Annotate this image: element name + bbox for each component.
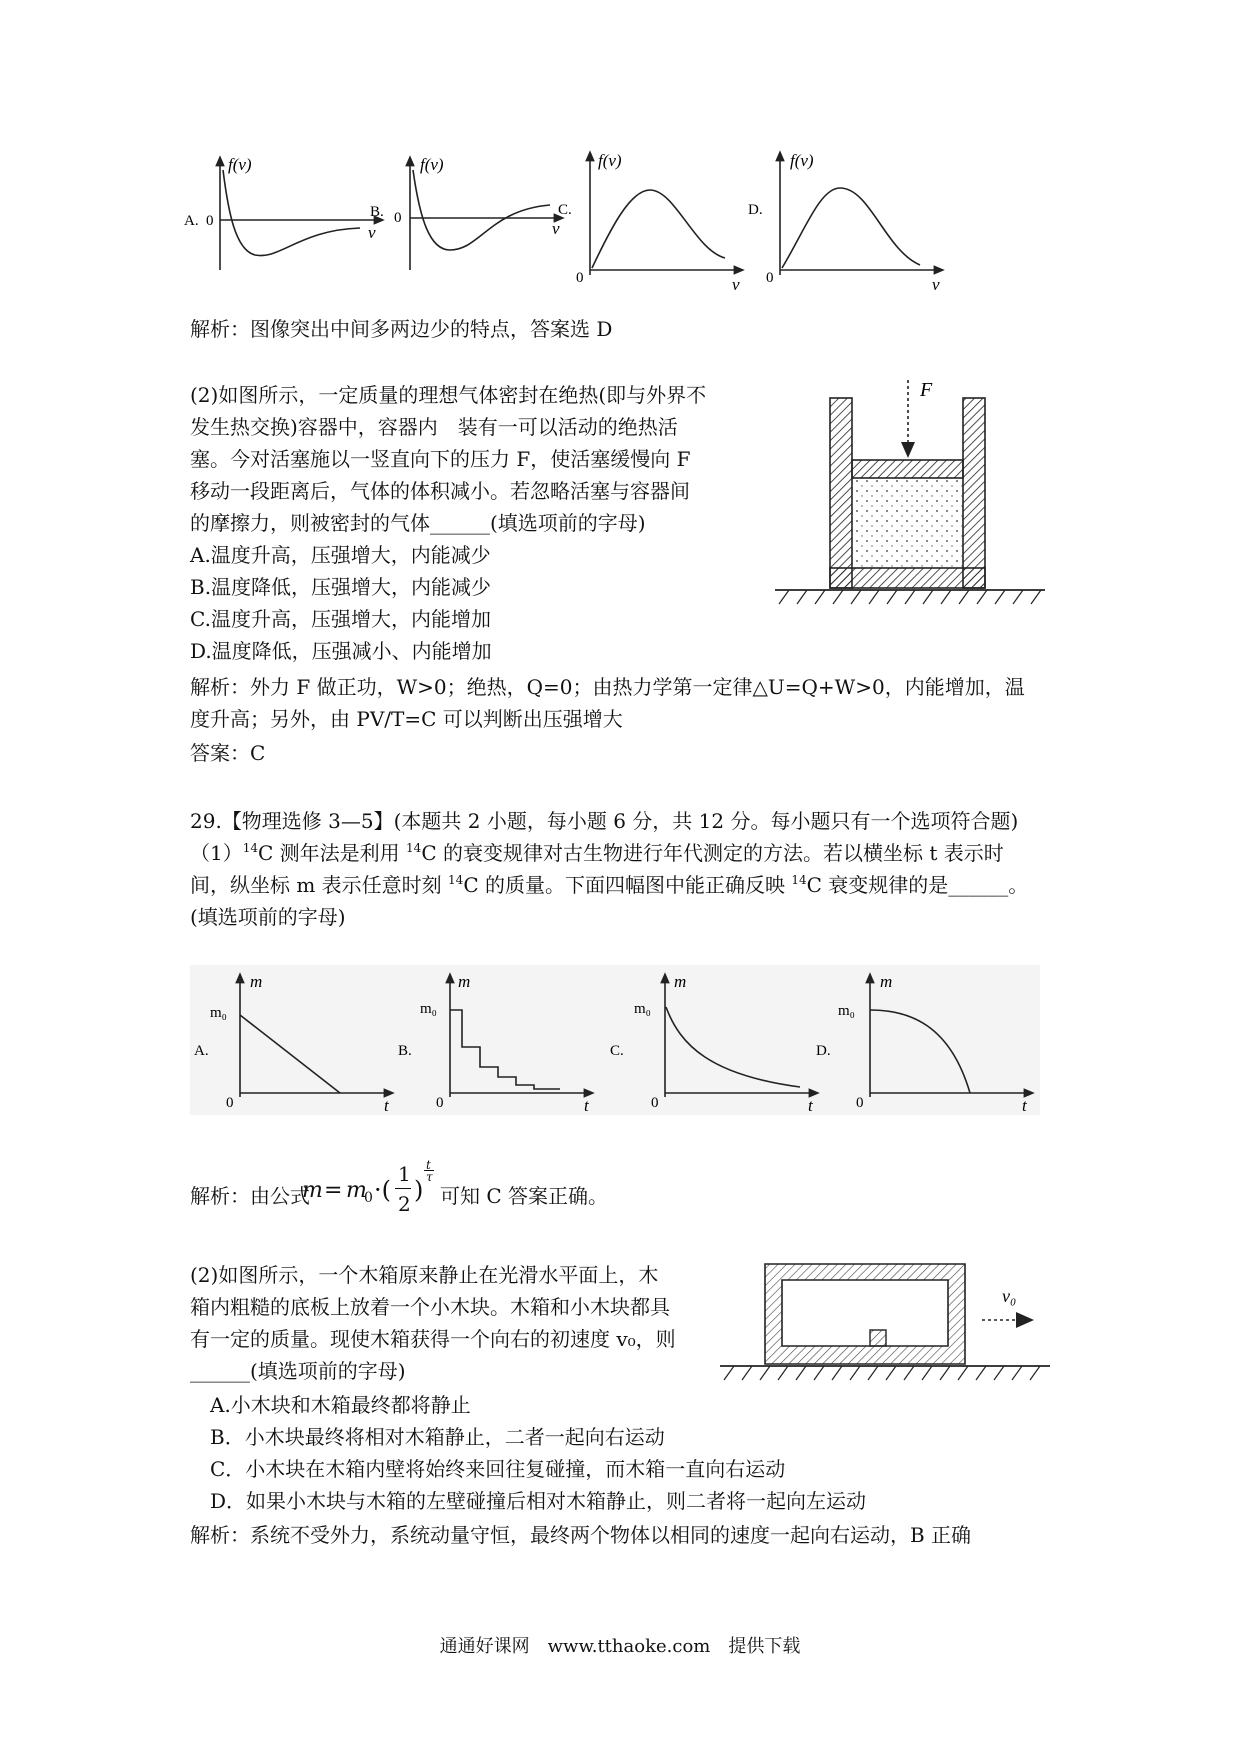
- q29-option2-d: D．如果小木块与木箱的左壁碰撞后相对木箱静止，则二者将一起向左运动: [210, 1489, 867, 1513]
- fv-graph-c-option: C.: [558, 202, 572, 218]
- q28-analysis-2-line-2: 度升高；另外，由 PV/T=C 可以判断出压强增大: [190, 707, 623, 731]
- fv-graph-b-ylabel: f(v): [420, 155, 444, 174]
- q28-analysis-2-line-1: 解析：外力 F 做正功，W>0；绝热，Q=0；由热力学第一定律△U=Q+W>0，内能增加，温: [190, 675, 1025, 699]
- decay-graph-d: [870, 977, 1030, 1097]
- fv-graph-b: [410, 160, 560, 270]
- decay-graph-a-m0: m₀: [210, 1005, 227, 1021]
- q28-answer: 答案：C: [190, 741, 266, 765]
- decay-graph-b-m0: m₀: [420, 1001, 437, 1017]
- page-footer: 通通好课网 www.tthaoke.com 提供下载: [439, 1636, 801, 1657]
- piston-force-label: F: [920, 379, 933, 401]
- q29-analysis-2: 解析：系统不受外力，系统动量守恒，最终两个物体以相同的速度一起向右运动，B 正确: [190, 1523, 972, 1547]
- decay-graph-a-origin: 0: [226, 1095, 234, 1111]
- formula-fraction-bar: [395, 1188, 411, 1189]
- fv-graph-a-option: A.: [184, 213, 199, 229]
- decay-graph-a-ylabel: m: [250, 972, 263, 991]
- q29-p1-b: C 测年法是利用: [258, 841, 407, 865]
- q28-stem-line-1: (2)如图所示，一定质量的理想气体密封在绝热(即与外界不: [190, 383, 707, 407]
- q29-p1-line-3: (填选项前的字母): [190, 905, 346, 929]
- formula-exp-tau: τ: [426, 1170, 433, 1184]
- q28-option-b: B.温度降低，压强增大，内能减少: [190, 575, 492, 599]
- decay-graph-b-origin: 0: [436, 1095, 444, 1111]
- formula-den: 2: [398, 1192, 411, 1216]
- fv-graph-d-origin: 0: [766, 270, 774, 286]
- q29-option2-c: C．小木块在木箱内壁将始终来回往复碰撞，而木箱一直向右运动: [210, 1457, 786, 1481]
- q29-stem2-line-3: 有一定的质量。现使木箱获得一个向右的初速度 v₀，则: [190, 1327, 676, 1351]
- q28-analysis-1: 解析：图像突出中间多两边少的特点，答案选 D: [190, 317, 613, 341]
- decay-graph-c-ylabel: m: [674, 972, 687, 991]
- q29-p1-line-2: [190, 872, 1028, 901]
- formula-num: 1: [398, 1162, 411, 1186]
- q29-p2-c: C 衰变规律的是______。: [806, 873, 1029, 897]
- fv-graphs-figure: [180, 150, 1060, 300]
- formula-m0: m: [346, 1178, 367, 1203]
- decay-graph-a: [240, 977, 390, 1097]
- formula-close: ): [414, 1176, 424, 1204]
- fv-graph-c-xlabel: v: [732, 275, 740, 294]
- q29-stem2-line-1: (2)如图所示，一个木箱原来静止在光滑水平面上，木: [190, 1263, 659, 1287]
- box-velocity-label: v₀: [1002, 1286, 1017, 1306]
- decay-graph-d-option: D.: [816, 1043, 831, 1059]
- decay-graph-a-xlabel: t: [384, 1096, 389, 1115]
- decay-graph-c-option: C.: [610, 1043, 624, 1059]
- decay-graph-d-origin: 0: [856, 1095, 864, 1111]
- formula-eq: =: [324, 1178, 343, 1203]
- q29-stem2-line-2: 箱内粗糙的底板上放着一个小木块。木箱和小木块都具: [190, 1295, 670, 1319]
- decay-graph-b: [450, 977, 590, 1097]
- decay-graph-d-ylabel: m: [880, 972, 893, 991]
- decay-graph-d-m0: m₀: [838, 1003, 855, 1019]
- fv-graph-a-ylabel: f(v): [228, 155, 252, 174]
- formula-m: m: [302, 1178, 323, 1203]
- q28-stem-line-3: 塞。今对活塞施以一竖直向下的压力 F，使活塞缓慢向 F: [190, 447, 691, 471]
- q28-option-d: D.温度降低，压强减小、内能增加: [190, 639, 492, 663]
- q29-header: 29.【物理选修 3—5】(本题共 2 小题，每小题 6 分，共 12 分。每小题只有一个选项符合题): [190, 809, 1019, 833]
- q29-sup-1: 14: [242, 841, 259, 855]
- q28-stem-line-4: 移动一段距离后，气体的体积减小。若忽略活塞与容器间: [190, 479, 690, 503]
- fv-graph-a: [220, 160, 380, 270]
- q28-option-c: C.温度升高，压强增大，内能增加: [190, 607, 491, 631]
- q29-sup-3: 14: [448, 873, 464, 887]
- fv-graph-b-option: B.: [370, 204, 384, 220]
- q28-stem-line-2: 发生热交换)容器中，容器内 装有一可以活动的绝热活: [190, 415, 678, 439]
- q29-p1-a: （1）: [190, 841, 243, 865]
- piston-container-figure: [775, 368, 1045, 618]
- fv-graph-d-option: D.: [748, 202, 763, 218]
- q29-analysis-a: 解析：由公式: [190, 1184, 310, 1208]
- wooden-box-figure: [720, 1254, 1060, 1384]
- q28-stem-line-5: 的摩擦力，则被密封的气体______(填选项前的字母): [190, 511, 646, 535]
- q29-sup-4: 14: [791, 873, 807, 887]
- decay-graph-c-m0: m₀: [634, 1001, 651, 1017]
- fv-graph-d-xlabel: v: [932, 275, 940, 294]
- fv-graph-d: [780, 155, 940, 275]
- decay-graph-a-option: A.: [194, 1043, 209, 1059]
- q28-option-a: A.温度升高，压强增大，内能减少: [190, 543, 491, 567]
- fv-graph-d-ylabel: f(v): [790, 151, 814, 170]
- decay-graph-b-option: B.: [398, 1043, 412, 1059]
- q29-p2-b: C 的质量。下面四幅图中能正确反映: [463, 873, 792, 897]
- fv-graph-c-ylabel: f(v): [598, 151, 622, 170]
- fv-graph-b-origin: 0: [394, 210, 402, 226]
- q29-p1-c: C 的衰变规律对古生物进行年代测定的方法。若以横坐标 t 表示时: [421, 841, 1004, 865]
- q29-analysis-b: 可知 C 答案正确。: [440, 1184, 609, 1208]
- fv-graph-a-xlabel: v: [368, 223, 376, 242]
- decay-graph-c-xlabel: t: [808, 1096, 813, 1115]
- fv-graph-c: [590, 155, 740, 275]
- decay-graph-b-ylabel: m: [458, 972, 471, 991]
- decay-graph-d-xlabel: t: [1022, 1096, 1027, 1115]
- q29-stem2-line-4: ______(填选项前的字母): [190, 1359, 406, 1383]
- q29-option2-b: B．小木块最终将相对木箱静止，二者一起向右运动: [210, 1425, 665, 1449]
- decay-graphs-figure: [190, 965, 1040, 1115]
- fv-graph-c-origin: 0: [576, 270, 584, 286]
- decay-graph-c-origin: 0: [651, 1095, 659, 1111]
- fv-graph-a-origin: 0: [206, 213, 214, 229]
- fv-graph-b-xlabel: v: [552, 219, 560, 238]
- decay-graph-c: [665, 977, 815, 1097]
- formula-dot: ·(: [374, 1176, 391, 1204]
- q29-sup-2: 14: [406, 841, 422, 855]
- q29-p2-a: 间，纵坐标 m 表示任意时刻: [190, 873, 449, 897]
- q29-p1-line-1: [190, 840, 1004, 869]
- formula-exp-t: t: [426, 1158, 431, 1172]
- q29-option2-a: A.小木块和木箱最终都将静止: [210, 1393, 471, 1417]
- formula-sub0: 0: [364, 1190, 373, 1206]
- decay-graph-b-xlabel: t: [584, 1096, 589, 1115]
